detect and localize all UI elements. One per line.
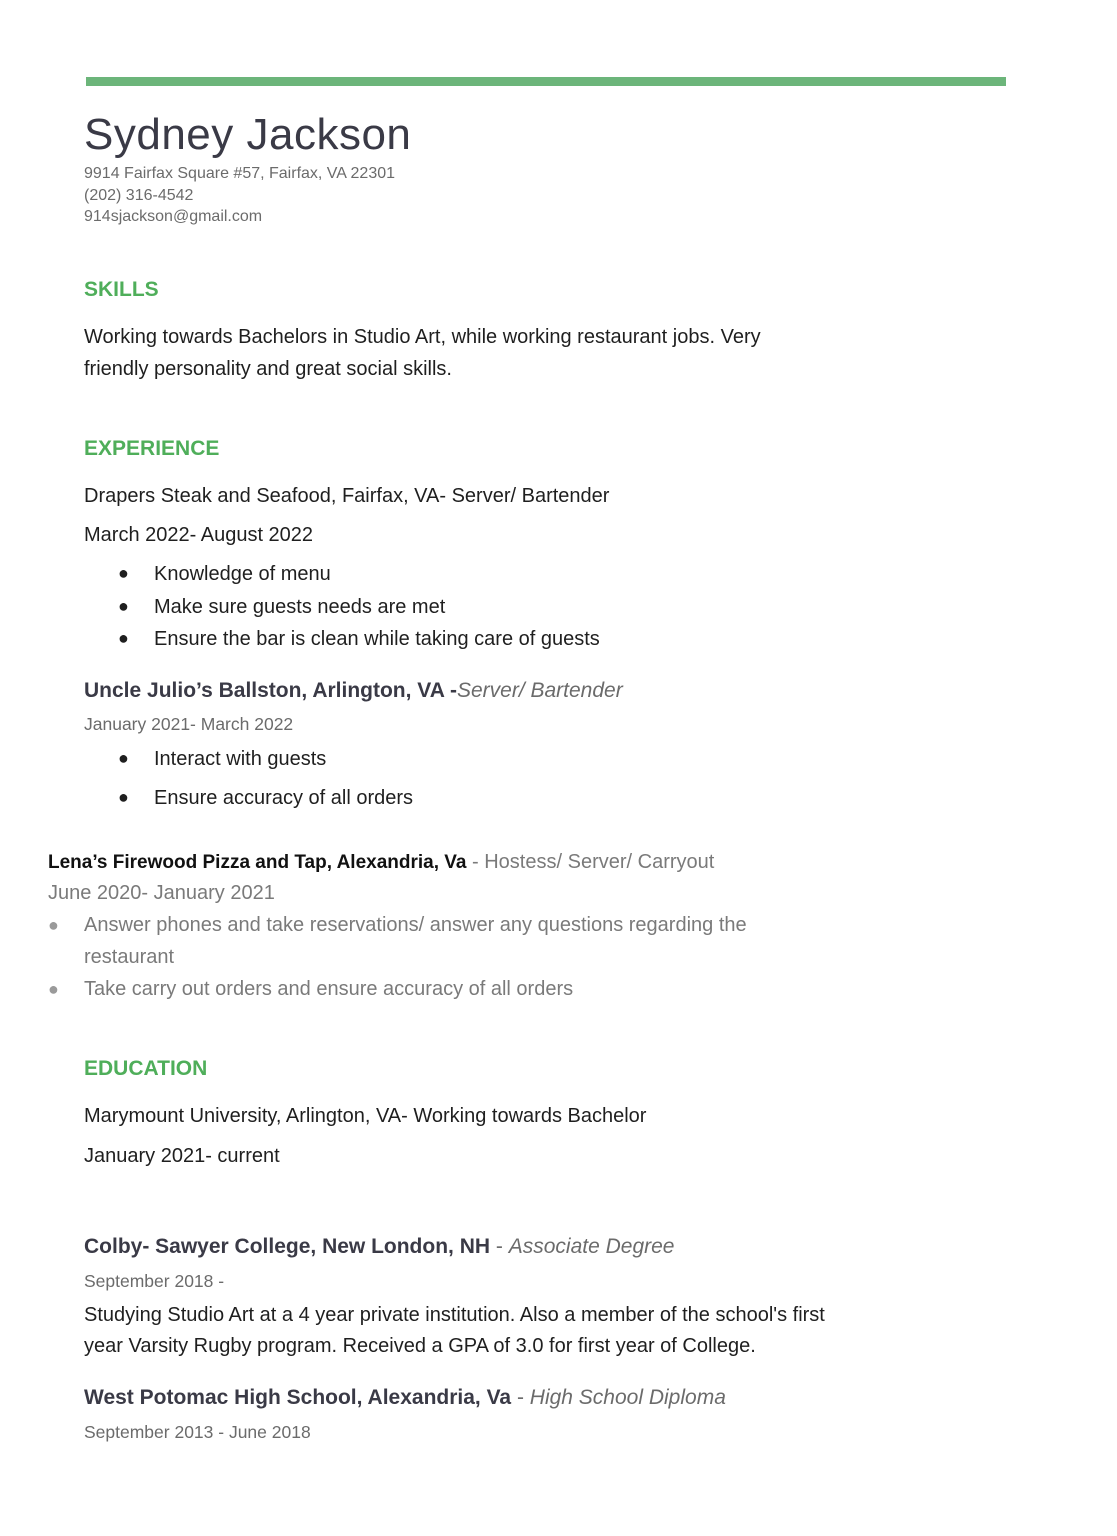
job1-title: Drapers Steak and Seafood, Fairfax, VA- Server/ Bartender xyxy=(84,485,610,507)
job3-bullet2: Take carry out orders and ensure accuracy of all orders xyxy=(84,978,574,1000)
school1-dates: January 2021- current xyxy=(84,1145,280,1167)
school2-desc-line2: year Varsity Rugby program. Received a GPA of 3.0 for first year of College. xyxy=(84,1335,756,1357)
job3-bullet1-line2: restaurant xyxy=(84,946,175,968)
school1-title: Marymount University, Arlington, VA- Working towards Bachelor xyxy=(84,1105,647,1127)
email: 914sjackson@gmail.com xyxy=(84,208,263,225)
bullet-icon: ● xyxy=(118,628,129,648)
job3-dates: June 2020- January 2021 xyxy=(48,882,275,904)
bullet-icon: ● xyxy=(118,596,129,616)
education-heading: EDUCATION xyxy=(84,1057,208,1080)
job3-title: Lena’s Firewood Pizza and Tap, Alexandria, Va - Hostess/ Server/ Carryout xyxy=(48,851,715,873)
bullet-icon: ● xyxy=(48,979,59,999)
candidate-name: Sydney Jackson xyxy=(84,110,412,159)
skills-heading: SKILLS xyxy=(84,278,159,301)
school2-dates: September 2018 - xyxy=(84,1271,225,1291)
skills-text-line1: Working towards Bachelors in Studio Art, while working restaurant jobs. Very xyxy=(84,326,761,348)
list-item: ● Interact with guests xyxy=(118,748,327,770)
job1-dates: March 2022- August 2022 xyxy=(84,524,314,546)
school3-dates: September 2013 - June 2018 xyxy=(84,1422,311,1442)
school3-title: West Potomac High School, Alexandria, Va - High School Diploma xyxy=(84,1386,726,1409)
list-item: ● Knowledge of menu xyxy=(118,563,331,585)
accent-rule xyxy=(86,77,1006,86)
phone: (202) 316-4542 xyxy=(84,187,194,204)
bullet-icon: ● xyxy=(118,748,129,768)
address: 9914 Fairfax Square #57, Fairfax, VA 22301 xyxy=(84,165,396,182)
experience-heading: EXPERIENCE xyxy=(84,437,220,460)
school2-title: Colby- Sawyer College, New London, NH - Associate Degree xyxy=(84,1235,675,1258)
job3-bullet1-line1: Answer phones and take reservations/ answer any questions regarding the xyxy=(84,914,747,936)
job2-title: Uncle Julio’s Ballston, Arlington, VA -Server/ Bartender xyxy=(84,679,623,702)
list-item: ● Make sure guests needs are met xyxy=(118,596,446,618)
bullet-icon: ● xyxy=(118,563,129,583)
job2-dates: January 2021- March 2022 xyxy=(84,714,294,734)
bullet-icon: ● xyxy=(118,787,129,807)
bullet-icon: ● xyxy=(48,915,59,935)
list-item: ● Ensure accuracy of all orders xyxy=(118,787,414,809)
school2-desc-line1: Studying Studio Art at a 4 year private institution. Also a member of the school's first xyxy=(84,1304,825,1326)
list-item: ● Ensure the bar is clean while taking care of guests xyxy=(118,628,600,650)
skills-text-line2: friendly personality and great social skills. xyxy=(84,358,452,380)
